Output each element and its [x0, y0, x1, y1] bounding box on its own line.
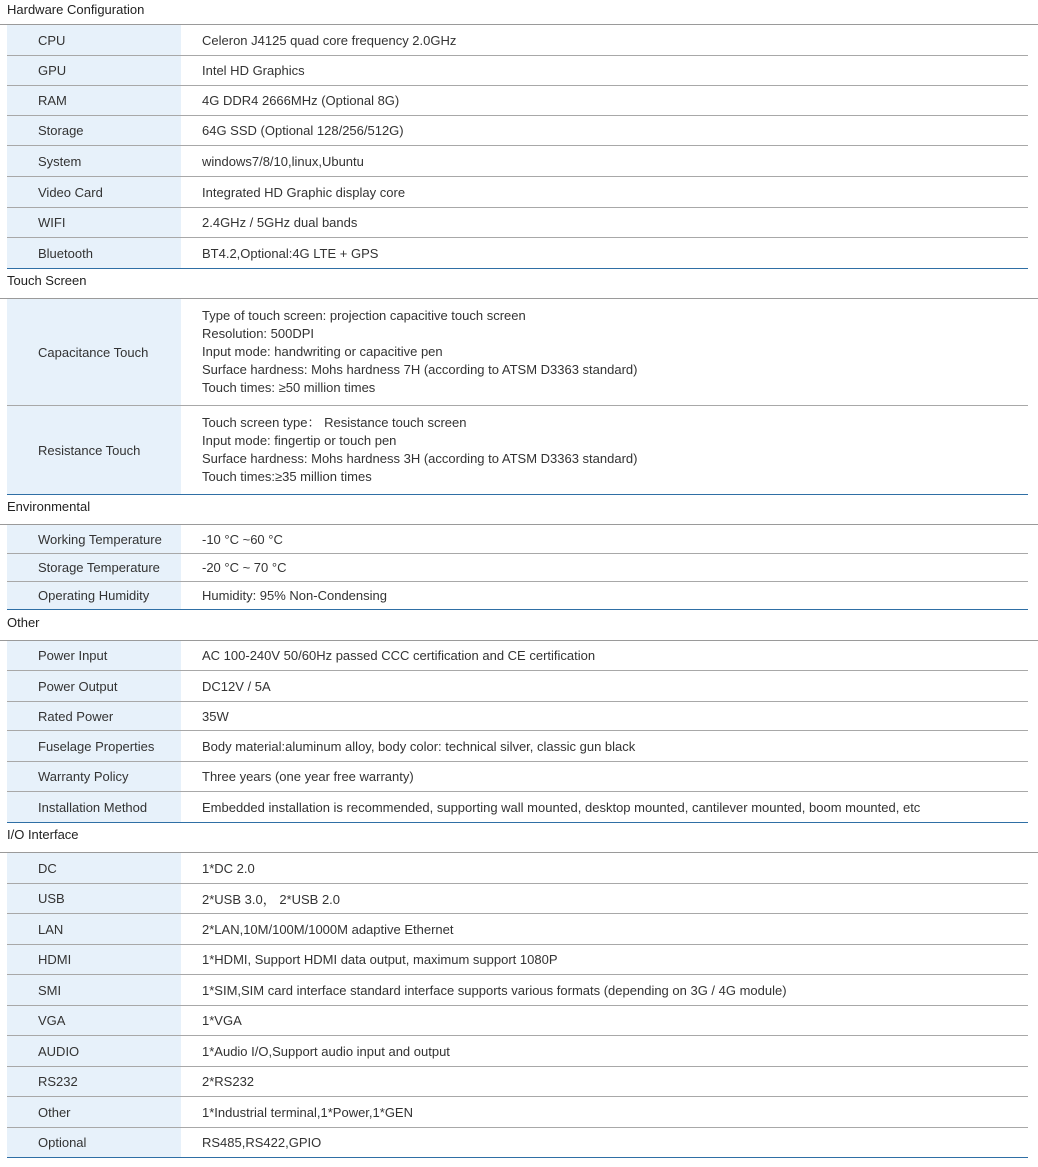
spec-value-line: Surface hardness: Mohs hardness 7H (according to ATSM D3363 standard) — [202, 362, 638, 377]
spec-label: Resistance Touch — [7, 406, 181, 494]
spec-value-line: -20 °C ~ 70 °C — [202, 560, 287, 575]
spec-value-line: 35W — [202, 708, 229, 724]
spec-value-line: Touch times:≥35 million times — [202, 469, 372, 484]
spec-value — [181, 208, 1028, 237]
spec-value — [181, 1067, 1028, 1096]
spec-label: DC — [7, 853, 181, 883]
spec-row — [7, 671, 1028, 702]
spec-value — [181, 884, 1028, 913]
spec-row — [7, 792, 1028, 823]
spec-label: Rated Power — [7, 702, 181, 730]
spec-label: Capacitance Touch — [7, 299, 181, 405]
spec-row — [7, 914, 1028, 945]
spec-value — [181, 1097, 1028, 1127]
spec-row — [7, 146, 1028, 177]
spec-row — [7, 25, 1028, 56]
spec-row — [7, 975, 1028, 1006]
spec-value — [181, 1006, 1028, 1035]
spec-label: VGA — [7, 1006, 181, 1035]
spec-row — [7, 116, 1028, 146]
spec-value-line: DC12V / 5A — [202, 678, 271, 694]
spec-value — [181, 914, 1028, 944]
spec-row — [7, 1006, 1028, 1036]
spec-label: Other — [7, 1097, 181, 1127]
spec-value — [181, 146, 1028, 176]
spec-value — [181, 762, 1028, 791]
spec-label: SMI — [7, 975, 181, 1005]
spec-label: Storage — [7, 116, 181, 145]
spec-label: Video Card — [7, 177, 181, 207]
spec-value-line: Intel HD Graphics — [202, 63, 305, 78]
spec-value-line: 2.4GHz / 5GHz dual bands — [202, 215, 358, 230]
section-title-touch-screen: Touch Screen — [0, 269, 1038, 299]
spec-value — [181, 853, 1028, 883]
spec-value-line: Surface hardness: Mohs hardness 3H (according to ATSM D3363 standard) — [202, 451, 638, 466]
spec-value-line: 2*RS232 — [202, 1074, 255, 1089]
spec-label: Installation Method — [7, 792, 181, 822]
spec-row — [7, 945, 1028, 975]
spec-label: USB — [7, 884, 181, 913]
spec-value-line: 1*Industrial terminal,1*Power,1*GEN — [202, 1104, 413, 1120]
spec-label: System — [7, 146, 181, 176]
spec-value-line: Touch screen type： Resistance touch screen — [202, 415, 467, 430]
spec-value — [181, 702, 1028, 730]
spec-value-line: Three years (one year free warranty) — [202, 769, 414, 784]
spec-row — [7, 177, 1028, 208]
spec-row — [7, 208, 1028, 238]
spec-value-line: 1*SIM,SIM card interface standard interface supports various formats (depending on 3G / 4G module) — [202, 982, 787, 998]
spec-label: HDMI — [7, 945, 181, 974]
spec-label: LAN — [7, 914, 181, 944]
spec-label: Warranty Policy — [7, 762, 181, 791]
spec-value-line: 4G DDR4 2666MHz (Optional 8G) — [202, 93, 400, 108]
spec-value — [181, 238, 1028, 268]
spec-label: Storage Temperature — [7, 554, 181, 581]
spec-row — [7, 554, 1028, 582]
spec-row — [7, 853, 1028, 884]
spec-value — [181, 406, 1028, 494]
spec-value — [181, 116, 1028, 145]
spec-value-line: Embedded installation is recommended, supporting wall mounted, desktop mounted, cantilever mounted, boom mounted, etc — [202, 799, 921, 815]
spec-value — [181, 582, 1028, 609]
spec-value — [181, 945, 1028, 974]
spec-value — [181, 86, 1028, 115]
spec-value-line: Input mode: handwriting or capacitive pen — [202, 344, 443, 359]
spec-label: GPU — [7, 56, 181, 85]
spec-value-line: 1*VGA — [202, 1013, 242, 1028]
spec-value-line: BT4.2,Optional:4G LTE + GPS — [202, 245, 379, 261]
spec-value — [181, 975, 1028, 1005]
spec-value-line: RS485,RS422,GPIO — [202, 1135, 322, 1150]
spec-value-line: Input mode: fingertip or touch pen — [202, 433, 397, 448]
spec-row — [7, 238, 1028, 269]
spec-row — [7, 731, 1028, 762]
spec-value — [181, 299, 1028, 405]
spec-label: Power Input — [7, 641, 181, 670]
spec-row — [7, 406, 1028, 495]
spec-value — [181, 554, 1028, 581]
spec-label: RS232 — [7, 1067, 181, 1096]
spec-value — [181, 177, 1028, 207]
spec-value — [181, 25, 1028, 55]
spec-value-line: 1*DC 2.0 — [202, 860, 255, 876]
spec-value — [181, 56, 1028, 85]
spec-value-line: Celeron J4125 quad core frequency 2.0GHz — [202, 32, 457, 48]
spec-value — [181, 525, 1028, 553]
spec-row — [7, 1036, 1028, 1067]
spec-label: Working Temperature — [7, 525, 181, 553]
spec-value-line: 1*HDMI, Support HDMI data output, maximum support 1080P — [202, 952, 558, 967]
spec-label: Operating Humidity — [7, 582, 181, 609]
spec-value-line: 1*Audio I/O,Support audio input and output — [202, 1043, 450, 1059]
spec-label: WIFI — [7, 208, 181, 237]
spec-row — [7, 1128, 1028, 1158]
spec-value-line: Integrated HD Graphic display core — [202, 184, 406, 200]
spec-value-line: Resolution: 500DPI — [202, 326, 315, 341]
spec-value — [181, 1128, 1028, 1157]
spec-value-line: Humidity: 95% Non-Condensing — [202, 588, 387, 603]
spec-row — [7, 582, 1028, 610]
spec-row — [7, 641, 1028, 671]
spec-row — [7, 525, 1028, 554]
section-title-other: Other — [0, 610, 1038, 641]
spec-value — [181, 641, 1028, 670]
section-title-i-o-interface: I/O Interface — [0, 823, 1038, 853]
spec-value — [181, 1036, 1028, 1066]
spec-row — [7, 299, 1028, 406]
spec-label: Power Output — [7, 671, 181, 701]
spec-label: Bluetooth — [7, 238, 181, 268]
spec-row — [7, 702, 1028, 731]
spec-label: RAM — [7, 86, 181, 115]
spec-value-line: Body material:aluminum alloy, body color: technical silver, classic gun black — [202, 738, 636, 754]
spec-label: AUDIO — [7, 1036, 181, 1066]
spec-value-line: 2*LAN,10M/100M/1000M adaptive Ethernet — [202, 921, 454, 937]
spec-row — [7, 762, 1028, 792]
spec-value-line: 2*USB 3.0， 2*USB 2.0 — [202, 892, 341, 907]
spec-value-line: 64G SSD (Optional 128/256/512G) — [202, 123, 404, 138]
spec-row — [7, 86, 1028, 116]
spec-value — [181, 792, 1028, 822]
spec-row — [7, 884, 1028, 914]
spec-value-line: Type of touch screen: projection capacitive touch screen — [202, 308, 526, 323]
spec-row — [7, 1097, 1028, 1128]
spec-value-line: AC 100-240V 50/60Hz passed CCC certification and CE certification — [202, 648, 596, 663]
spec-label: CPU — [7, 25, 181, 55]
spec-row — [7, 56, 1028, 86]
section-title-hardware-configuration: Hardware Configuration — [0, 0, 1038, 25]
section-title-environmental: Environmental — [0, 495, 1038, 525]
spec-value — [181, 671, 1028, 701]
spec-label: Fuselage Properties — [7, 731, 181, 761]
spec-label: Optional — [7, 1128, 181, 1157]
spec-value-line: -10 °C ~60 °C — [202, 531, 283, 547]
spec-value-line: windows7/8/10,linux,Ubuntu — [202, 153, 364, 169]
spec-row — [7, 1067, 1028, 1097]
spec-value-line: Touch times: ≥50 million times — [202, 380, 376, 395]
spec-value — [181, 731, 1028, 761]
